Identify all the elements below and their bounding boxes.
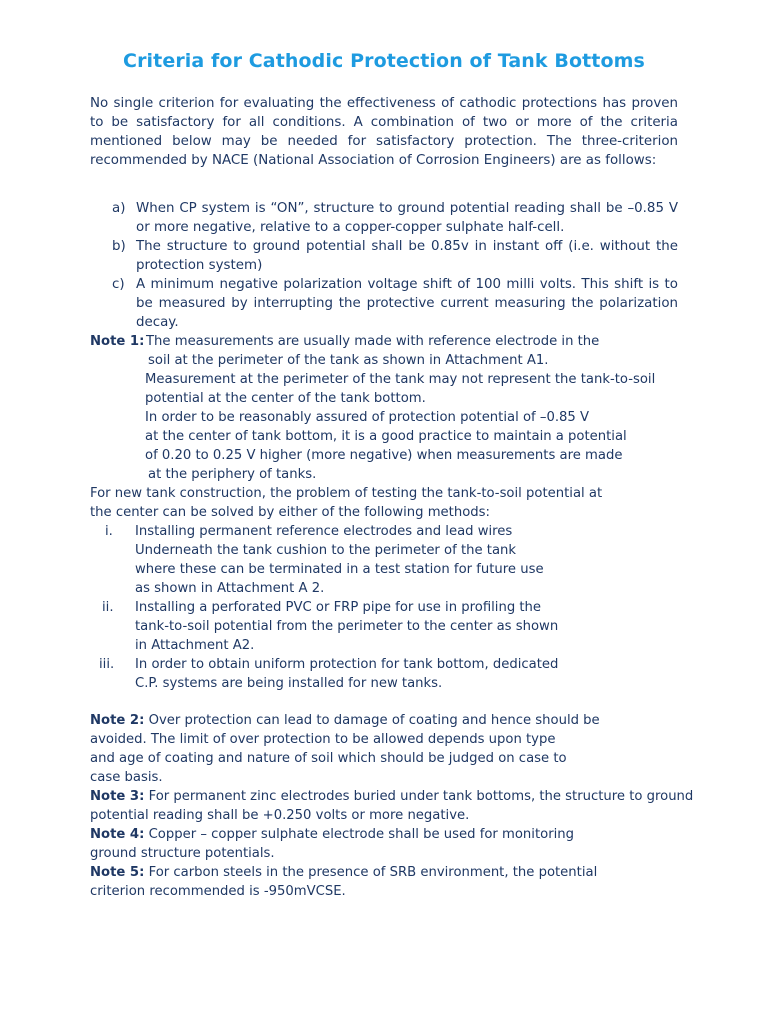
- note-line: ground structure potentials.: [90, 846, 275, 861]
- list-item-line: Installing a perforated PVC or FRP pipe for use in profiling the: [135, 600, 542, 615]
- list-item-text: The structure to ground potential shall be 0.85v in instant off (i.e. without the protection system): [136, 239, 678, 273]
- list-item-line: as shown in Attachment A 2.: [135, 581, 325, 596]
- page-title: Criteria for Cathodic Protection of Tank Bottoms: [123, 50, 645, 72]
- list-item-line: C.P. systems are being installed for new tanks.: [135, 676, 443, 691]
- note-label: Note 4:: [90, 827, 145, 842]
- note-line: The measurements are usually made with reference electrode in the: [146, 334, 600, 349]
- list-item: [90, 275, 678, 332]
- note-line: In order to be reasonably assured of protection potential of –0.85 V: [145, 410, 590, 425]
- paragraph-line: For new tank construction, the problem of testing the tank-to-soil potential at: [90, 486, 603, 501]
- list-item: [90, 237, 678, 275]
- note-line: soil at the perimeter of the tank as shown in Attachment A1.: [148, 353, 549, 368]
- list-item: [90, 199, 678, 237]
- note-line: of 0.20 to 0.25 V higher (more negative) when measurements are made: [145, 448, 623, 463]
- intro-paragraph: No single criterion for evaluating the effectiveness of cathodic protections has proven to be satisfactory for all conditions. A combination of two or more of the criteria mentioned below may be needed for satisfactory protection. The three-criterion recommended by NACE (National Association of Corrosion Engineers) are as follows:: [90, 96, 678, 168]
- note-label: Note 1:: [90, 334, 145, 349]
- list-marker: i.: [105, 524, 113, 539]
- note-line: criterion recommended is -950mVCSE.: [90, 884, 346, 899]
- note-line: Copper – copper sulphate electrode shall be used for monitoring: [148, 827, 575, 842]
- note-line: at the center of tank bottom, it is a good practice to maintain a potential: [145, 429, 627, 444]
- note-label: Note 2:: [90, 713, 145, 728]
- note-first-line: [90, 787, 693, 806]
- list-item-line: Underneath the tank cushion to the perimeter of the tank: [135, 543, 517, 558]
- note-first-line: [90, 863, 597, 882]
- note-line: potential at the center of the tank bottom.: [145, 391, 426, 406]
- list-item-line: where these can be terminated in a test station for future use: [135, 562, 544, 577]
- paragraph-line: the center can be solved by either of the following methods:: [90, 505, 490, 520]
- list-item-line: Installing permanent reference electrodes and lead wires: [135, 524, 513, 539]
- note-line: For carbon steels in the presence of SRB environment, the potential: [148, 865, 598, 880]
- note-first-line: [90, 711, 600, 730]
- list-item-line: In order to obtain uniform protection for tank bottom, dedicated: [135, 657, 559, 672]
- list-item-line: tank-to-soil potential from the perimeter to the center as shown: [135, 619, 559, 634]
- criteria-list: [90, 199, 678, 332]
- note-label: Note 3:: [90, 789, 145, 804]
- note-line: For permanent zinc electrodes buried under tank bottoms, the structure to ground: [148, 789, 694, 804]
- note-line: at the periphery of tanks.: [148, 467, 317, 482]
- note-label: Note 5:: [90, 865, 145, 880]
- note-line: avoided. The limit of over protection to be allowed depends upon type: [90, 732, 556, 747]
- note-line: potential reading shall be +0.250 volts or more negative.: [90, 808, 470, 823]
- list-marker: c): [112, 277, 125, 292]
- list-item-text: A minimum negative polarization voltage shift of 100 milli volts. This shift is to be measured by interrupting the protective current measuring the polarization decay.: [136, 277, 678, 330]
- note-line: Over protection can lead to damage of coating and hence should be: [148, 713, 600, 728]
- note-line: case basis.: [90, 770, 163, 785]
- list-marker: a): [112, 201, 126, 216]
- note-line: and age of coating and nature of soil which should be judged on case to: [90, 751, 567, 766]
- list-item-line: in Attachment A2.: [135, 638, 255, 653]
- list-marker: iii.: [99, 657, 115, 672]
- note-first-line: [90, 825, 574, 844]
- list-marker: b): [112, 239, 126, 254]
- note-line: Measurement at the perimeter of the tank may not represent the tank-to-soil: [145, 372, 656, 387]
- list-item-text: When CP system is “ON”, structure to ground potential reading shall be –0.85 V or more negative, relative to a copper-copper sulphate half-cell.: [136, 201, 678, 235]
- list-marker: ii.: [102, 600, 114, 615]
